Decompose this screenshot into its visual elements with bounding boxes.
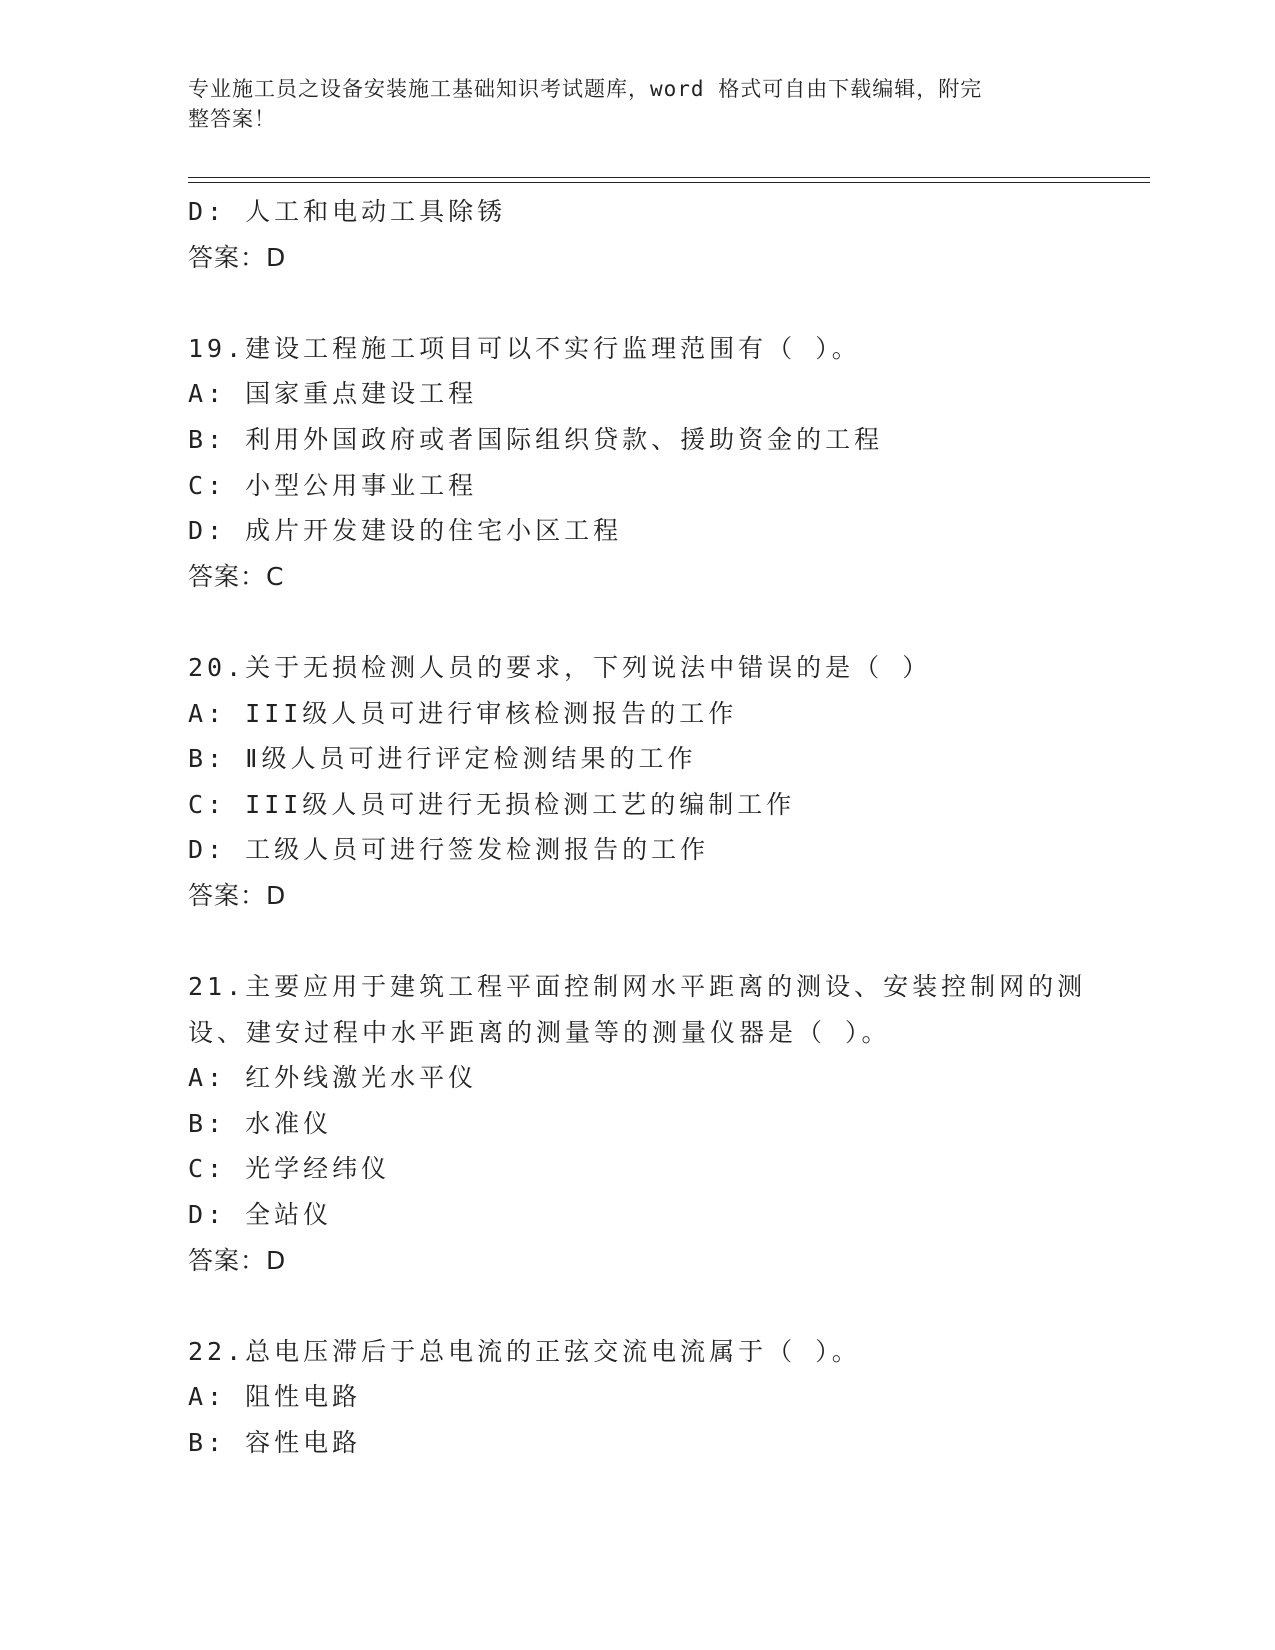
answer: 答案：D — [188, 880, 287, 910]
header-divider-top — [188, 177, 1150, 178]
spacer — [188, 599, 1088, 645]
option-d: D: 成片开发建设的住宅小区工程 — [188, 516, 623, 546]
spacer — [188, 1283, 1088, 1329]
option-c: C: 小型公用事业工程 — [188, 470, 478, 500]
header-divider-bottom — [188, 182, 1150, 183]
option-a: A: 国家重点建设工程 — [188, 379, 478, 409]
question-list — [188, 189, 1088, 1466]
option-c: C: III级人员可进行无损检测工艺的编制工作 — [188, 789, 796, 819]
question-20 — [188, 645, 1088, 919]
question-19 — [188, 326, 1088, 600]
question-21 — [188, 964, 1088, 1283]
option-c: C: 光学经纬仪 — [188, 1154, 391, 1184]
option-b: B: 容性电路 — [188, 1428, 362, 1458]
question-stem: 19.建设工程施工项目可以不实行监理范围有（ ）。 — [188, 333, 861, 363]
spacer — [188, 919, 1088, 965]
option-b: B: Ⅱ级人员可进行评定检测结果的工作 — [188, 744, 697, 774]
header-line-1: 专业施工员之设备安装施工基础知识考试题库，word 格式可自由下载编辑，附完 — [188, 77, 983, 101]
prev-option-d: D: 人工和电动工具除锈 — [188, 197, 507, 226]
answer: 答案：C — [188, 561, 285, 591]
option-d: D: 工级人员可进行签发检测报告的工作 — [188, 835, 710, 865]
option-b: B: 利用外国政府或者国际组织贷款、援助资金的工程 — [188, 424, 884, 454]
prev-answer: 答案：D — [188, 242, 287, 272]
option-d: D: 全站仪 — [188, 1200, 333, 1230]
question-stem-line-2: 设、建安过程中水平距离的测量等的测量仪器是（ ）。 — [188, 1017, 891, 1047]
question-22 — [188, 1329, 1088, 1466]
option-a: A: III级人员可进行审核检测报告的工作 — [188, 698, 738, 728]
question-stem: 22.总电压滞后于总电流的正弦交流电流属于（ ）。 — [188, 1336, 861, 1366]
option-b: B: 水准仪 — [188, 1108, 333, 1138]
spacer — [188, 280, 1088, 326]
header-line-2: 整答案！ — [188, 107, 276, 131]
option-a: A: 红外线激光水平仪 — [188, 1063, 478, 1093]
question-stem-line-1: 21.主要应用于建筑工程平面控制网水平距离的测设、安装控制网的测 — [188, 972, 1087, 1002]
question-stem: 20.关于无损检测人员的要求，下列说法中错误的是（ ） — [188, 652, 932, 682]
option-a: A: 阻性电路 — [188, 1382, 362, 1412]
document-header — [188, 74, 1068, 134]
answer: 答案：D — [188, 1245, 287, 1275]
